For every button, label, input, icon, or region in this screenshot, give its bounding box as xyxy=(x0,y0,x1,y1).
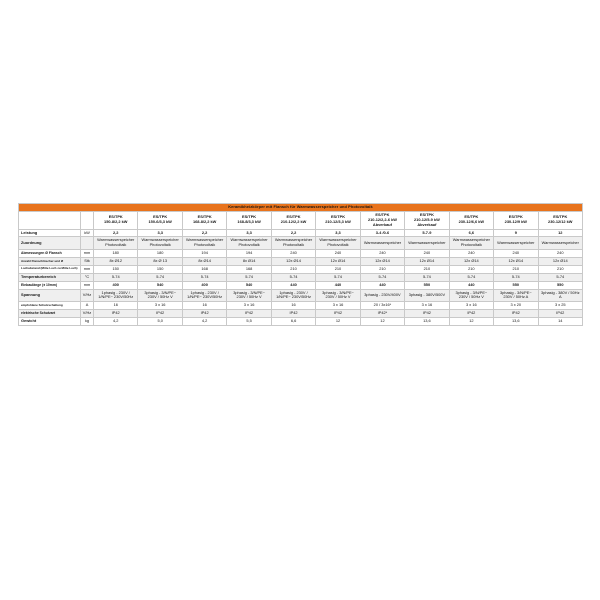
cell: 210 xyxy=(538,265,582,273)
column-code-3: ES/TPK xyxy=(242,214,257,220)
cell: 16 xyxy=(94,302,138,310)
cell: 168 xyxy=(227,265,271,273)
cell: 4,2 xyxy=(182,318,226,326)
cell: 3phasig - 380V/500V xyxy=(405,289,449,302)
cell: Warmwasserspeicher xyxy=(360,237,404,250)
cell: 5-74 xyxy=(138,273,182,281)
cell: IP42 xyxy=(94,310,138,318)
row-unit: kW xyxy=(81,229,94,237)
cell: 210 xyxy=(405,265,449,273)
cell: 3 x 25 xyxy=(538,302,582,310)
column-code-7: ES/TPK xyxy=(419,211,434,217)
cell: 440 xyxy=(271,281,315,289)
row-label: Zuordnung xyxy=(19,237,81,250)
table-row xyxy=(19,289,583,302)
cell: 12x Ø14 xyxy=(360,258,404,266)
cell: 210 xyxy=(316,265,360,273)
cell: 240 xyxy=(405,250,449,258)
cell: 12x Ø14 xyxy=(538,258,582,266)
column-model-8: 230-12/6,6 kW xyxy=(458,219,485,225)
column-header-2 xyxy=(182,211,226,229)
table-row xyxy=(19,265,583,273)
cell: 5,5 xyxy=(227,318,271,326)
cell: 3 x 16 xyxy=(316,302,360,310)
cell: 5-74 xyxy=(94,273,138,281)
cell: 400 xyxy=(182,281,226,289)
table-row xyxy=(19,302,583,310)
row-unit: V/Hz xyxy=(81,310,94,318)
cell: 210 xyxy=(494,265,538,273)
cell: 5-74 xyxy=(449,273,493,281)
cell: 180 xyxy=(94,250,138,258)
cell: 12x Ø14 xyxy=(271,258,315,266)
row-unit: mm xyxy=(81,250,94,258)
cell: 5-74 xyxy=(316,273,360,281)
row-label: Lochabstand (Mitte Loch zu Mitte Loch) xyxy=(19,265,81,273)
cell: IP42 xyxy=(494,310,538,318)
cell: 240 xyxy=(538,250,582,258)
row-unit xyxy=(81,237,94,250)
cell: 168 xyxy=(182,265,226,273)
cell: 3phasig - 230V/400V xyxy=(360,289,404,302)
row-label: Gewicht xyxy=(19,318,81,326)
table-row xyxy=(19,310,583,318)
cell: 2,2 xyxy=(182,229,226,237)
row-unit: °C xyxy=(81,273,94,281)
cell: IP42 xyxy=(316,310,360,318)
column-header-3 xyxy=(227,211,271,229)
cell: 2,2 xyxy=(94,229,138,237)
cell: 210 xyxy=(271,265,315,273)
column-code-1: ES/TPK xyxy=(153,214,168,220)
cell: 440 xyxy=(360,281,404,289)
cell: 3phasig - 380V / 50Hz A xyxy=(538,289,582,302)
cell: 12 xyxy=(538,229,582,237)
column-code-8: ES/TPK xyxy=(464,214,479,220)
cell: 5-74 xyxy=(360,273,404,281)
cell: Warmwasserspeicher xyxy=(405,237,449,250)
cell: 3 x 16 xyxy=(227,302,271,310)
cell: Warmwasserspeicher Photovoltaik xyxy=(138,237,182,250)
table-row xyxy=(19,318,583,326)
table-body xyxy=(19,204,583,326)
column-code-2: ES/TPK xyxy=(197,214,212,220)
column-header-0 xyxy=(94,211,138,229)
row-unit: V/Hz xyxy=(81,289,94,302)
column-model-6: 210-12/2,2-6 kW Abverkauf xyxy=(367,216,397,227)
cell: IP42 xyxy=(227,310,271,318)
cell: 12x Ø14 xyxy=(405,258,449,266)
row-label: Temperaturbereich xyxy=(19,273,81,281)
row-label: Abmessungen Ø Flansch xyxy=(19,250,81,258)
cell: 5-74 xyxy=(182,273,226,281)
column-model-7: 210-12/5-9 kW Abverkauf xyxy=(414,216,440,227)
row-label: Spannung xyxy=(19,289,81,302)
column-model-10: 230-12/12 kW xyxy=(548,219,573,225)
table-title-row xyxy=(19,204,583,212)
column-header-10 xyxy=(538,211,582,229)
cell: 550 xyxy=(494,281,538,289)
column-model-1: 150-6/3,3 kW xyxy=(148,219,172,225)
column-header-4 xyxy=(271,211,315,229)
cell: 3 x 16 xyxy=(405,302,449,310)
cell: Warmwasserspeicher Photovoltaik xyxy=(449,237,493,250)
row-unit: kg xyxy=(81,318,94,326)
cell: 210 xyxy=(360,265,404,273)
cell: Warmwasserspeicher xyxy=(494,237,538,250)
cell: IP42 xyxy=(182,310,226,318)
column-code-0: ES/TPK xyxy=(108,214,123,220)
cell: Warmwasserspeicher Photovoltaik xyxy=(271,237,315,250)
cell: 540 xyxy=(138,281,182,289)
cell: 5-74 xyxy=(227,273,271,281)
cell: 194 xyxy=(227,250,271,258)
column-code-9: ES/TPK xyxy=(508,214,523,220)
cell: 4,2 xyxy=(94,318,138,326)
cell: 6,6 xyxy=(271,318,315,326)
row-unit: mm xyxy=(81,281,94,289)
cell: 5-74 xyxy=(405,273,449,281)
row-label: elektrische Schutzart xyxy=(19,310,81,318)
row-unit: A xyxy=(81,302,94,310)
column-model-9: 230-12/9 kW xyxy=(504,219,527,225)
cell: 440 xyxy=(449,281,493,289)
cell: IP42 xyxy=(538,310,582,318)
column-header-6 xyxy=(360,211,404,229)
cell: 13,6 xyxy=(494,318,538,326)
row-label: Anzahl Flanschlöscher und Ø xyxy=(19,258,81,266)
cell: 12 xyxy=(449,318,493,326)
cell: Warmwasserspeicher xyxy=(538,237,582,250)
cell: 1phasig - 230V / 1/N/PE~ 230V/50Hz xyxy=(94,289,138,302)
cell: 12 xyxy=(360,318,404,326)
spec-sheet xyxy=(18,203,583,326)
row-label: Einbaulänge (± 10mm) xyxy=(19,281,81,289)
row-label: empfohlene Schutzschaltung xyxy=(19,302,81,310)
column-model-5: 210-12/3,3 kW xyxy=(325,219,351,225)
header-empty-unit xyxy=(81,211,94,229)
cell: 14 xyxy=(538,318,582,326)
column-header-1 xyxy=(138,211,182,229)
table-row xyxy=(19,237,583,250)
cell: 5-74 xyxy=(538,273,582,281)
column-code-10: ES/TPK xyxy=(553,214,568,220)
table-title: Keramikheizkörper mit Flansch für Warmwasserspeicher und Photovoltaik xyxy=(19,204,583,212)
column-header-5 xyxy=(316,211,360,229)
cell: 12x Ø14 xyxy=(494,258,538,266)
cell: 5,0 xyxy=(138,318,182,326)
cell: 3phasig - 3/N/PE~ 230V / 50Hz V xyxy=(138,289,182,302)
column-model-3: 168-8/3,3 kW xyxy=(237,219,261,225)
row-unit: mm xyxy=(81,265,94,273)
header-empty-label xyxy=(19,211,81,229)
table-row xyxy=(19,281,583,289)
cell: 12x Ø14 xyxy=(449,258,493,266)
row-unit: Stk xyxy=(81,258,94,266)
cell: 240 xyxy=(271,250,315,258)
cell: 5-74 xyxy=(271,273,315,281)
cell: 16 xyxy=(271,302,315,310)
cell: 3,3 xyxy=(138,229,182,237)
cell: IP42 xyxy=(405,310,449,318)
cell: 12x Ø14 xyxy=(316,258,360,266)
cell: 8x Ø14 xyxy=(182,258,226,266)
cell: Warmwasserspeicher Photovoltaik xyxy=(316,237,360,250)
cell: 20 / 3x16* xyxy=(360,302,404,310)
cell: 440 xyxy=(316,281,360,289)
cell: 3,3 xyxy=(316,229,360,237)
column-header-8 xyxy=(449,211,493,229)
row-label: Leistung xyxy=(19,229,81,237)
column-model-2: 168-8/2,2 kW xyxy=(192,219,217,225)
cell: 150 xyxy=(94,265,138,273)
cell: 5-74 xyxy=(494,273,538,281)
column-code-6: ES/TPK xyxy=(375,211,390,217)
cell: 9 xyxy=(494,229,538,237)
cell: Warmwasserspeicher Photovoltaik xyxy=(94,237,138,250)
cell: 400 xyxy=(94,281,138,289)
cell: 240 xyxy=(449,250,493,258)
cell: 3 x 16 xyxy=(138,302,182,310)
cell: 3 x 16 xyxy=(449,302,493,310)
cell: 240 xyxy=(360,250,404,258)
cell: IP42 xyxy=(449,310,493,318)
cell: 2,2 xyxy=(271,229,315,237)
cell: 3-4 /0-6 xyxy=(360,229,404,237)
cell: 210 xyxy=(449,265,493,273)
cell: 240 xyxy=(494,250,538,258)
cell: IP42* xyxy=(360,310,404,318)
cell: 1phasig - 230V / 1/N/PE~ 230V/50Hz xyxy=(271,289,315,302)
cell: IP42 xyxy=(271,310,315,318)
cell: 180 xyxy=(138,250,182,258)
cell: Warmwasserspeicher Photovoltaik xyxy=(227,237,271,250)
cell: 3 x 20 xyxy=(494,302,538,310)
column-model-4: 210-12/2,2 kW xyxy=(280,219,307,225)
column-code-5: ES/TPK xyxy=(330,214,346,220)
column-code-4: ES/TPK xyxy=(286,214,301,220)
cell: 150 xyxy=(138,265,182,273)
cell: 3phasig - 3/N/PE~ 230V / 50Hz V xyxy=(227,289,271,302)
table-row xyxy=(19,258,583,266)
cell: 8x Ø 13 xyxy=(138,258,182,266)
table-row xyxy=(19,250,583,258)
cell: 240 xyxy=(316,250,360,258)
cell: 13,6 xyxy=(405,318,449,326)
cell: 8x Ø14 xyxy=(227,258,271,266)
cell: 12 xyxy=(316,318,360,326)
cell: 8x Ø12 xyxy=(94,258,138,266)
cell: Warmwasserspeicher Photovoltaik xyxy=(182,237,226,250)
column-header-9 xyxy=(494,211,538,229)
cell: 1phasig - 230V / 1/N/PE~ 230V/50Hz xyxy=(182,289,226,302)
cell: 3phasig - 3/N/PE~ 230V / 50Hz A xyxy=(494,289,538,302)
cell: 5-7-9 xyxy=(405,229,449,237)
cell: 194 xyxy=(182,250,226,258)
table-row xyxy=(19,229,583,237)
cell: 540 xyxy=(227,281,271,289)
cell: 550 xyxy=(405,281,449,289)
column-model-0: 150-8/2,2 kW xyxy=(104,219,128,225)
cell: 16 xyxy=(182,302,226,310)
cell: 3phasig - 3/N/PE~ 230V / 50Hz V xyxy=(449,289,493,302)
cell: 550 xyxy=(538,281,582,289)
cell: 3,3 xyxy=(227,229,271,237)
table-row xyxy=(19,273,583,281)
cell: 6,6 xyxy=(449,229,493,237)
column-header-7 xyxy=(405,211,449,229)
specification-table xyxy=(18,203,583,326)
cell: 3phasig - 3/N/PE~ 230V / 50Hz V xyxy=(316,289,360,302)
cell: IP42 xyxy=(138,310,182,318)
table-header-row xyxy=(19,211,583,229)
